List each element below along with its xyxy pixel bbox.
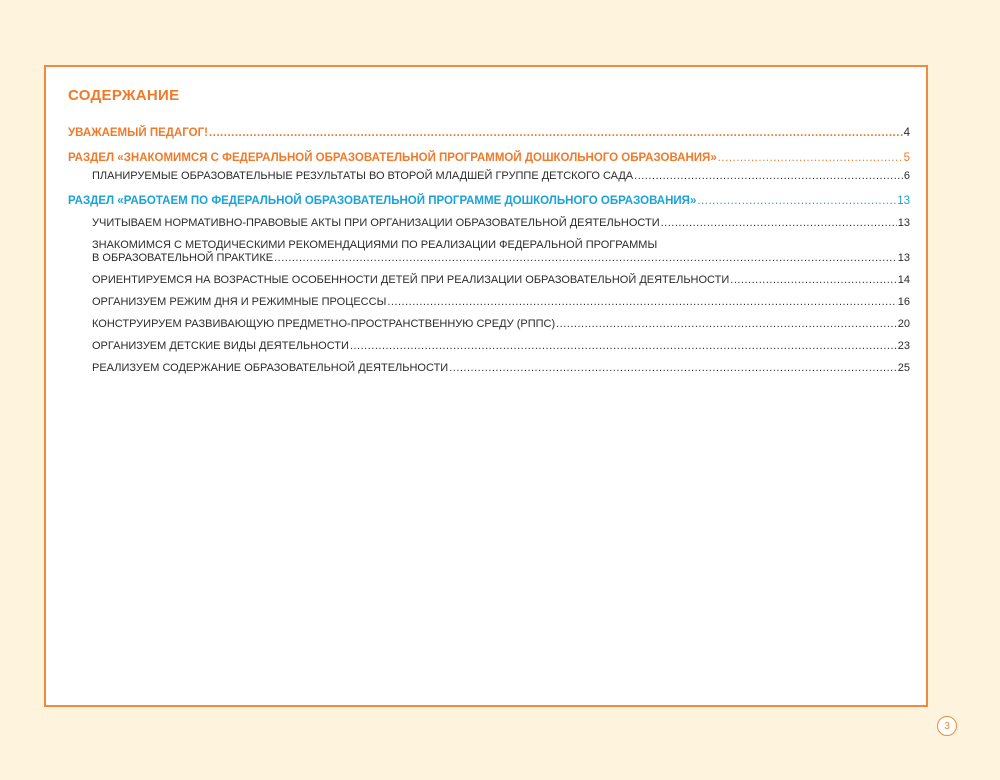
toc-leader-dots <box>730 274 896 287</box>
table-of-contents <box>68 127 910 375</box>
toc-entry-text: ПЛАНИРУЕМЫЕ ОБРАЗОВАТЕЛЬНЫЕ РЕЗУЛЬТАТЫ ВО ВТОРОЙ МЛАДШЕЙ ГРУППЕ ДЕТСКОГО САДА <box>92 170 634 182</box>
page-number-badge <box>937 716 957 736</box>
toc-entry-page: 5 <box>903 152 910 164</box>
toc-entry-page: 13 <box>897 195 910 207</box>
toc-entry-section-1[interactable] <box>68 152 910 165</box>
toc-entry-legal-acts[interactable] <box>68 217 910 230</box>
toc-entry-text: ОРГАНИЗУЕМ ДЕТСКИЕ ВИДЫ ДЕЯТЕЛЬНОСТИ <box>92 340 349 352</box>
toc-leader-dots <box>209 127 903 140</box>
toc-entry-page: 6 <box>903 170 910 182</box>
toc-entry-text: РАЗДЕЛ «ЗНАКОМИМСЯ С ФЕДЕРАЛЬНОЙ ОБРАЗОВАТЕЛЬНОЙ ПРОГРАММОЙ ДОШКОЛЬНОГО ОБРАЗОВАНИЯ» <box>68 152 717 164</box>
toc-leader-dots <box>718 152 903 165</box>
toc-leader-dots <box>274 252 897 265</box>
toc-entry-section-2[interactable] <box>68 195 910 208</box>
toc-leader-dots <box>449 362 897 375</box>
toc-entry-content-implementation[interactable] <box>68 362 910 375</box>
toc-entry-page: 25 <box>897 362 910 374</box>
toc-entry-page: 16 <box>897 296 910 308</box>
toc-entry-age-features[interactable] <box>68 274 910 287</box>
toc-entry-text: ОРГАНИЗУЕМ РЕЖИМ ДНЯ И РЕЖИМНЫЕ ПРОЦЕССЫ <box>92 296 387 308</box>
toc-entry-methodical-recommendations[interactable] <box>68 239 910 265</box>
toc-entry-text-line2: В ОБРАЗОВАТЕЛЬНОЙ ПРАКТИКЕ <box>92 252 274 264</box>
toc-entry-daily-routine[interactable] <box>68 296 910 309</box>
toc-entry-page: 13 <box>897 252 910 264</box>
toc-entry-text: УЧИТЫВАЕМ НОРМАТИВНО-ПРАВОВЫЕ АКТЫ ПРИ ОРГАНИЗАЦИИ ОБРАЗОВАТЕЛЬНОЙ ДЕЯТЕЛЬНОСТИ <box>92 217 660 229</box>
toc-leader-dots <box>634 170 903 183</box>
toc-entry-page: 4 <box>903 127 910 139</box>
toc-entry-page: 14 <box>897 274 910 286</box>
toc-leader-dots <box>697 195 896 208</box>
toc-entry-page: 20 <box>897 318 910 330</box>
toc-entry-text: ОРИЕНТИРУЕМСЯ НА ВОЗРАСТНЫЕ ОСОБЕННОСТИ ДЕТЕЙ ПРИ РЕАЛИЗАЦИИ ОБРАЗОВАТЕЛЬНОЙ ДЕЯТЕЛЬНОСТИ <box>92 274 730 286</box>
toc-entry-page: 13 <box>897 217 910 229</box>
toc-leader-dots <box>661 217 897 230</box>
toc-title: СОДЕРЖАНИЕ <box>68 87 180 104</box>
toc-leader-dots <box>556 318 897 331</box>
toc-entry-activities[interactable] <box>68 340 910 353</box>
toc-entry-rpps[interactable] <box>68 318 910 331</box>
page-number: 3 <box>944 720 950 732</box>
toc-leader-dots <box>350 340 897 353</box>
page-frame <box>44 65 928 707</box>
toc-entry-text: КОНСТРУИРУЕМ РАЗВИВАЮЩУЮ ПРЕДМЕТНО-ПРОСТРАНСТВЕННУЮ СРЕДУ (РППС) <box>92 318 556 330</box>
toc-leader-dots <box>387 296 896 309</box>
toc-entry-greeting[interactable] <box>68 127 910 140</box>
toc-entry-text: РАЗДЕЛ «РАБОТАЕМ ПО ФЕДЕРАЛЬНОЙ ОБРАЗОВАТЕЛЬНОЙ ПРОГРАММЕ ДОШКОЛЬНОГО ОБРАЗОВАНИЯ» <box>68 195 697 207</box>
toc-entry-page: 23 <box>897 340 910 352</box>
toc-entry-text-line1: ЗНАКОМИМСЯ С МЕТОДИЧЕСКИМИ РЕКОМЕНДАЦИЯМИ ПО РЕАЛИЗАЦИИ ФЕДЕРАЛЬНОЙ ПРОГРАММЫ <box>92 239 658 251</box>
toc-entry-line2 <box>68 252 910 265</box>
toc-entry-text: УВАЖАЕМЫЙ ПЕДАГОГ! <box>68 127 208 139</box>
toc-entry-planned-results[interactable] <box>68 170 910 183</box>
toc-entry-text: РЕАЛИЗУЕМ СОДЕРЖАНИЕ ОБРАЗОВАТЕЛЬНОЙ ДЕЯТЕЛЬНОСТИ <box>92 362 449 374</box>
